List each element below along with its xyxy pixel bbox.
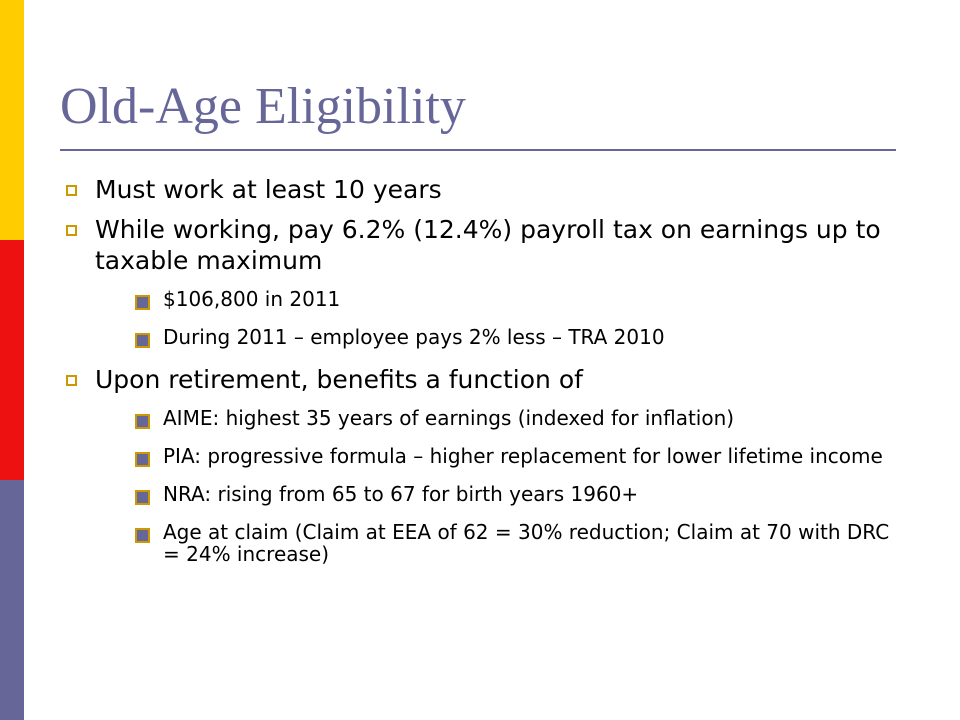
square-bullet-icon <box>66 375 77 386</box>
accent-stripe-red <box>0 240 24 480</box>
title-divider <box>60 149 896 151</box>
square-bullet-icon <box>66 225 77 236</box>
sub-bullet-list <box>95 407 902 565</box>
bullet-item <box>66 364 902 565</box>
sub-bullet-text: AIME: highest 35 years of earnings (indexed for inflation) <box>163 406 735 430</box>
square-bullet-icon <box>66 185 77 196</box>
sub-bullet-text: During 2011 – employee pays 2% less – TRA 2010 <box>163 325 665 349</box>
sub-bullet-item <box>95 445 902 467</box>
bullet-text: While working, pay 6.2% (12.4%) payroll tax on earnings up to taxable maximum <box>95 215 881 275</box>
sub-bullet-text: PIA: progressive formula – higher replacement for lower lifetime income <box>163 444 883 468</box>
bullet-item <box>66 214 902 348</box>
sub-bullet-list <box>95 288 902 348</box>
bullet-item <box>66 174 902 205</box>
filled-square-bullet-icon <box>135 528 150 543</box>
sub-bullet-text: NRA: rising from 65 to 67 for birth years 1960+ <box>163 482 639 506</box>
bullet-text: Must work at least 10 years <box>95 175 442 204</box>
bullet-list <box>66 174 902 581</box>
filled-square-bullet-icon <box>135 452 150 467</box>
filled-square-bullet-icon <box>135 295 150 310</box>
filled-square-bullet-icon <box>135 490 150 505</box>
bullet-text: Upon retirement, benefits a function of <box>95 365 583 394</box>
filled-square-bullet-icon <box>135 333 150 348</box>
sub-bullet-text: $106,800 in 2011 <box>163 287 341 311</box>
sub-bullet-item <box>95 483 902 505</box>
sub-bullet-text: Age at claim (Claim at EEA of 62 = 30% reduction; Claim at 70 with DRC = 24% increase) <box>163 520 890 566</box>
slide-title: Old-Age Eligibility <box>60 78 466 135</box>
sub-bullet-item <box>95 288 902 310</box>
accent-stripe-purple <box>0 480 24 720</box>
sub-bullet-item <box>95 407 902 429</box>
accent-stripe-yellow <box>0 0 24 240</box>
filled-square-bullet-icon <box>135 414 150 429</box>
sub-bullet-item <box>95 521 902 565</box>
sub-bullet-item <box>95 326 902 348</box>
